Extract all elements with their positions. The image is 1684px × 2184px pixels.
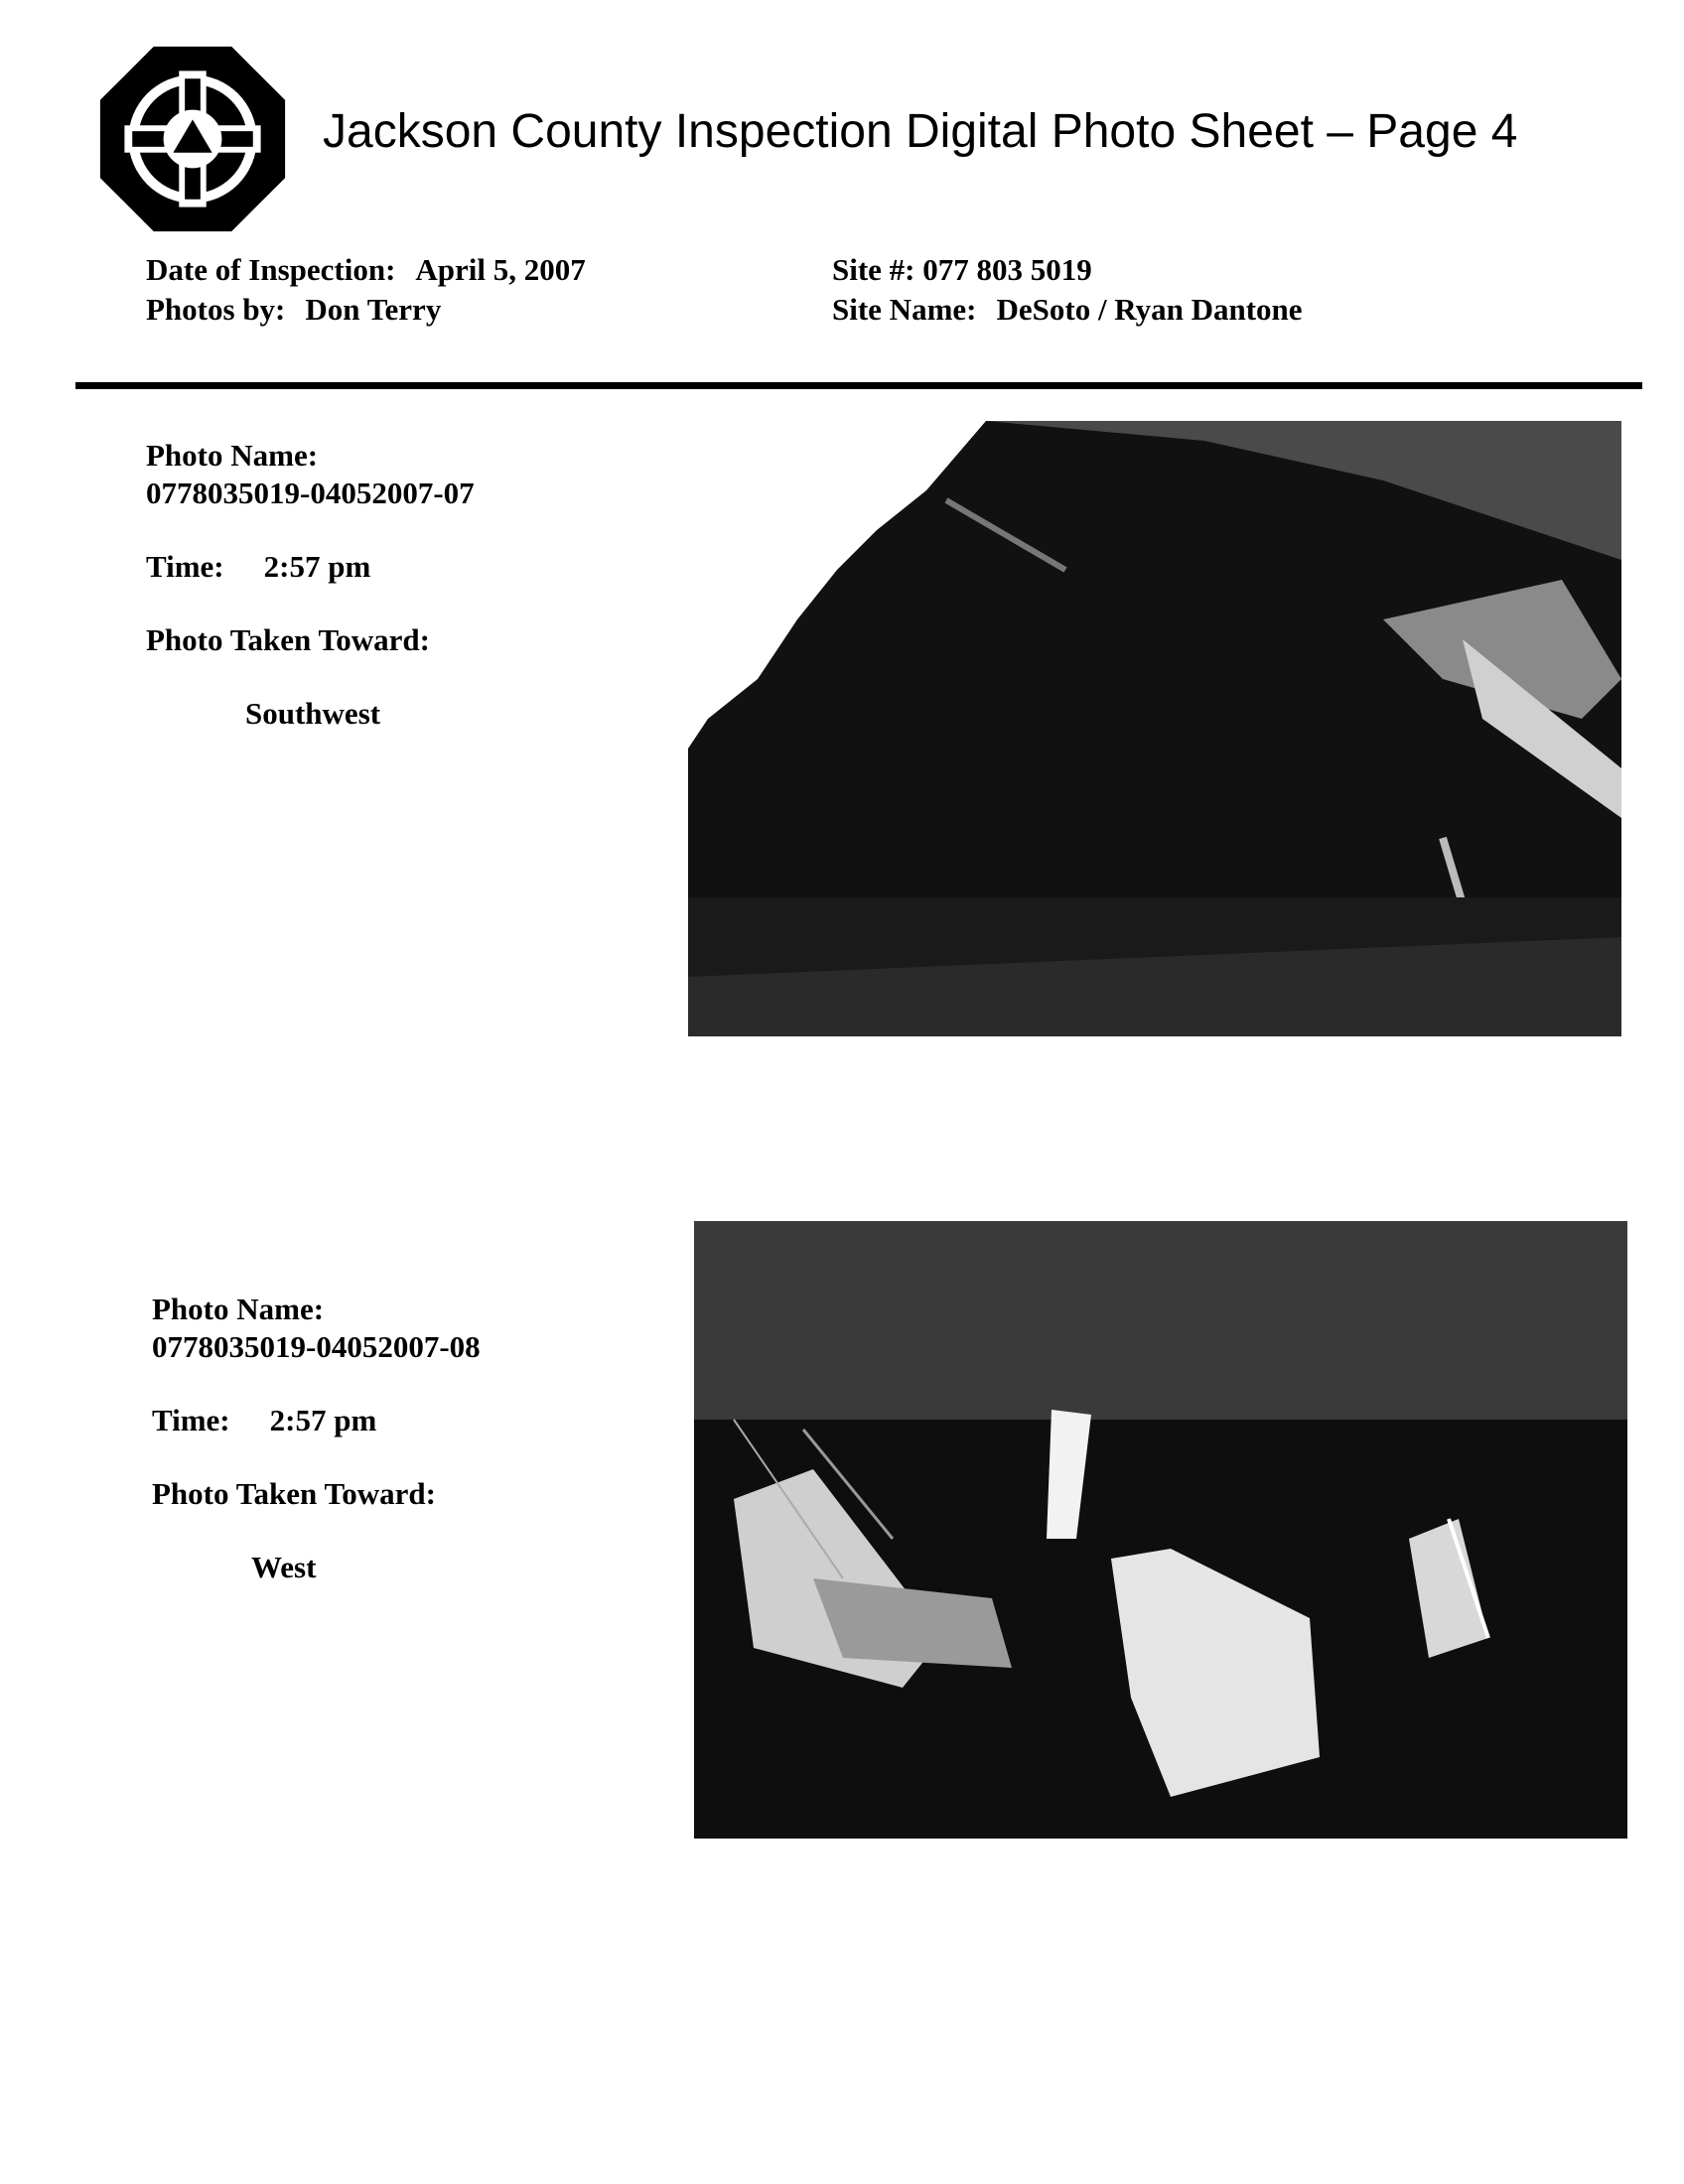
time-value: 2:57 pm (269, 1403, 377, 1437)
photos-by-value: Don Terry (305, 292, 442, 327)
site-name-row (832, 290, 1303, 330)
inspection-meta-left (146, 250, 586, 330)
date-label: Date of Inspection: (146, 252, 396, 287)
site-number-value: 077 803 5019 (922, 252, 1092, 287)
photo-info-1 (146, 437, 475, 733)
inspection-meta-right (832, 250, 1303, 330)
time-value: 2:57 pm (263, 549, 371, 584)
page-title: Jackson County Inspection Digital Photo Sheet – Page 4 (323, 105, 1518, 158)
photo-name-label: Photo Name: (152, 1292, 325, 1326)
photo-info-2 (152, 1291, 481, 1586)
time-label: Time: (146, 549, 224, 584)
date-of-inspection-row (146, 250, 586, 290)
time-row (152, 1402, 481, 1439)
site-number-row (832, 250, 1303, 290)
photo-toward-label: Photo Taken Toward: (152, 1476, 436, 1511)
header-divider (75, 382, 1642, 389)
time-row (146, 548, 475, 586)
photo-name-label: Photo Name: (146, 438, 319, 473)
photos-by-row (146, 290, 586, 330)
time-label: Time: (152, 1403, 230, 1437)
county-logo (95, 42, 290, 236)
site-name-label: Site Name: (832, 292, 977, 327)
site-name-value: DeSoto / Ryan Dantone (996, 292, 1303, 327)
photo-name-value: 0778035019-04052007-08 (152, 1329, 481, 1364)
photo-toward-label: Photo Taken Toward: (146, 622, 430, 657)
photo-toward-value: West (251, 1550, 317, 1584)
inspection-photo-1 (688, 421, 1621, 1036)
photo-name-value: 0778035019-04052007-07 (146, 476, 475, 510)
date-value: April 5, 2007 (415, 252, 586, 287)
inspection-photo-2 (694, 1221, 1627, 1839)
photos-by-label: Photos by: (146, 292, 286, 327)
site-number-label: Site #: (832, 252, 915, 287)
photo-toward-value: Southwest (245, 696, 381, 731)
